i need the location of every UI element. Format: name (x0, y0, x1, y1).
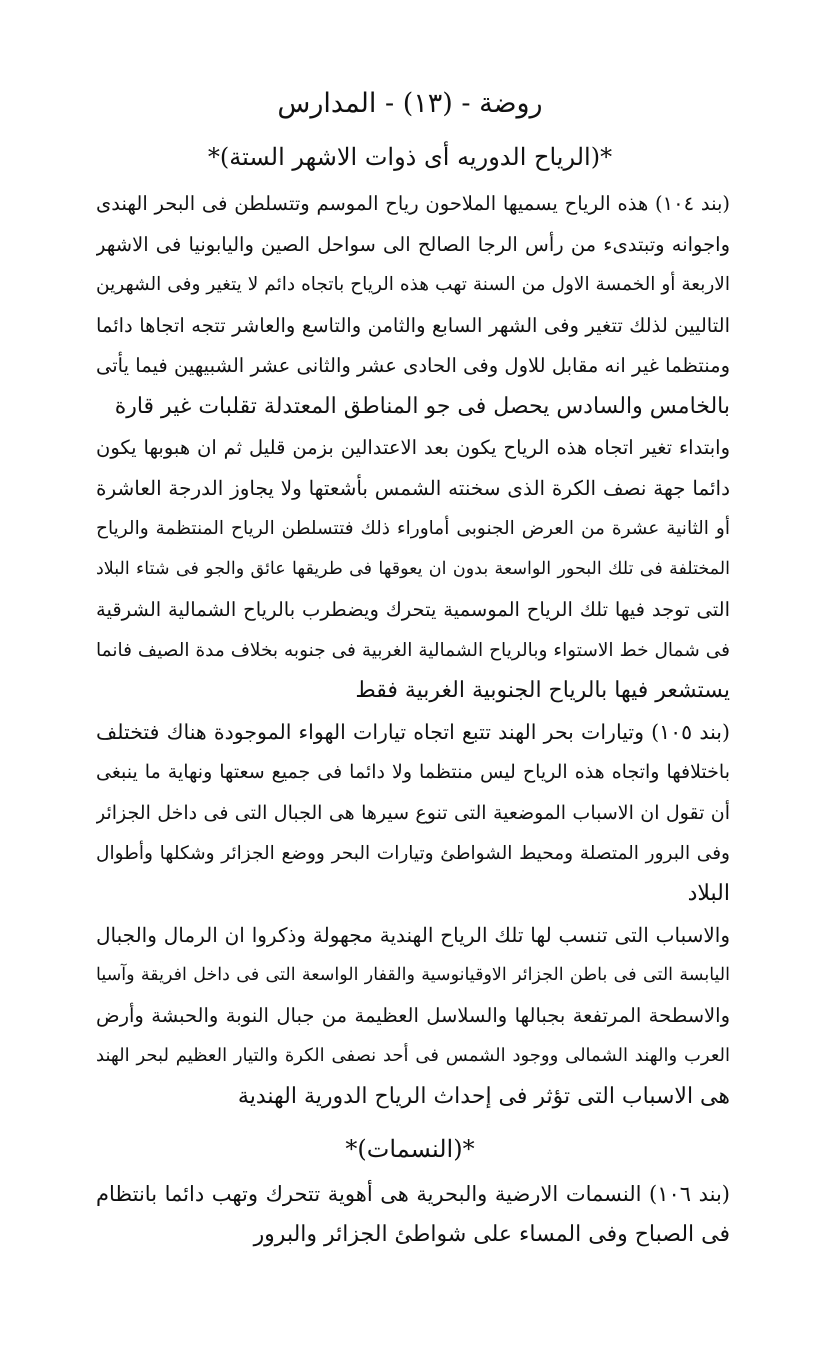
body-text-block-2 (96, 1174, 730, 1255)
text-line: باختلافها واتجاه هذه الرياح ليس منتظما ولا دائما فى جميع سعتها ونهاية ما ينبغى (96, 761, 730, 784)
text-line: (بند ١٠٦) النسمات الارضية والبحرية هى أهوية تتحرك وتهب دائما بانتظام (96, 1182, 730, 1206)
text-line: والاسباب التى تنسب لها تلك الرياح الهندية مجهولة وذكروا ان الرمال والجبال (96, 922, 730, 947)
text-line: وابتداء تغير اتجاه هذه الرياح يكون بعد الاعتدالين بزمن قليل ثم ان هبوبها يكون (96, 435, 730, 459)
text-line: (بند ١٠٤) هذه الرياح يسميها الملاحون رياح الموسم وتتسلطن فى البحر الهندى (96, 192, 730, 215)
text-line: أو الثانية عشرة من العرض الجنوبى أماوراء ذلك فتتسلطن الرياح المنتظمة والرياح (96, 517, 730, 539)
text-line: هى الاسباب التى تؤثر فى إحداث الرياح الدورية الهندية (237, 1084, 730, 1110)
text-line: المختلفة فى تلك البحور الواسعة بدون ان يعوقها فى طريقها عائق والجو فى شتاء البلاد (96, 559, 730, 580)
text-line: والاسطحة المرتفعة بجبالها والسلاسل العظيمة من جبال النوبة والحبشة وأرض (96, 1003, 730, 1027)
text-line: أن تقول ان الاسباب الموضعية التى تنوع سيرها هى الجبال التى فى داخل الجزائر (96, 801, 730, 824)
text-line: يستشعر فيها بالرياح الجنوبية الغربية فقط (355, 678, 730, 704)
section-title-breezes: *(النسمات)* (345, 1135, 475, 1163)
text-line: وفى البرور المتصلة ومحيط الشواطئ وتيارات البحر ووضع الجزائر وشكلها وأطوال (96, 842, 730, 864)
text-line: فى الصباح وفى المساء على شواطئ الجزائر والبرور (253, 1221, 730, 1247)
text-line: (بند ١٠٥) وتيارات بحر الهند تتبع اتجاه تيارات الهواء الموجودة هناك فتختلف (96, 719, 730, 744)
text-line: البلاد (687, 881, 730, 907)
text-line: التى توجد فيها تلك الرياح الموسمية يتحرك ويضطرب بالرياح الشمالية الشرقية (96, 597, 730, 621)
section-title-periodic-winds: *(الرياح الدوريه أى ذوات الاشهر الستة)* (207, 143, 613, 171)
text-line: اليابسة التى فى باطن الجزائر الاوقيانوسية والقفار الواسعة التى فى داخل افريقة وآسيا (96, 965, 730, 986)
page-header: روضة - (١٣) - المدارس (277, 88, 543, 119)
text-line: واجوانه وتبتدىء من رأس الرجا الصالح الى سواحل الصين واليابونيا فى الاشهر (96, 232, 730, 256)
text-line: ومنتظما غير انه مقابل للاول وفى الحادى عشر والثانى عشر الشبيهين فيما يأتى (96, 354, 730, 378)
body-text-block (96, 184, 730, 1118)
text-line: التاليين لذلك تتغير وفى الشهر السابع والثامن والتاسع والعاشر تتجه اتجاها دائما (96, 313, 730, 337)
text-line: دائما جهة نصف الكرة الذى سخنته الشمس بأشعتها ولا يجاوز الدرجة العاشرة (96, 476, 730, 501)
text-line: الاربعة أو الخمسة الاول من السنة تهب هذه الرياح باتجاه دائم لا يتغير وفى الشهرين (96, 274, 730, 296)
text-line: بالخامس والسادس يحصل فى جو المناطق المعتدلة تقلبات غير قارة (114, 393, 730, 419)
text-line: فى شمال خط الاستواء وبالرياح الشمالية الغربية فى جنوبه بخلاف مدة الصيف فانما (96, 639, 730, 661)
text-line: العرب والهند الشمالى ووجود الشمس فى أحد نصفى الكرة والتيار العظيم لبحر الهند (96, 1045, 730, 1067)
